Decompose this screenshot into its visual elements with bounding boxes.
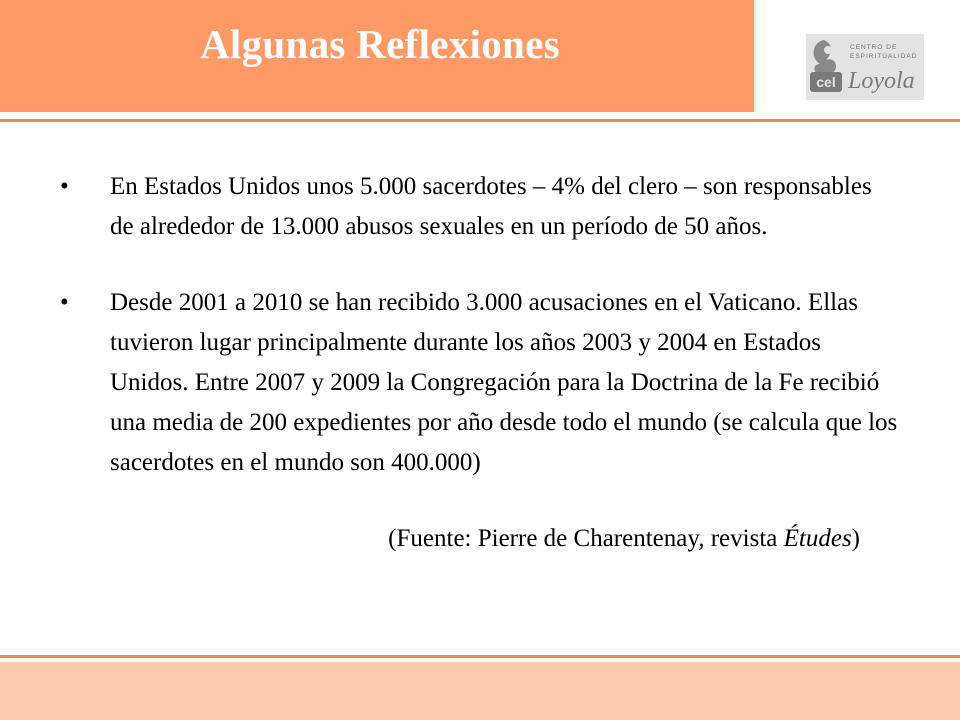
bullet-text: En Estados Unidos unos 5.000 sacerdotes – 4% del clero – son responsables de alrededor de 13.000 abusos sexuales en un período de 50 años. <box>110 173 872 240</box>
bullet-item-2 <box>60 283 900 483</box>
bullet-icon: • <box>60 289 69 316</box>
logo-line2-text: ESPIRITUALIDAD <box>850 53 918 60</box>
slide-title: Algunas Reflexiones <box>200 21 560 67</box>
source-suffix: ) <box>851 525 860 552</box>
cel-loyola-logo <box>806 34 924 100</box>
bullet-text: Desde 2001 a 2010 se han recibido 3.000 acusaciones en el Vaticano. Ellas tuvieron lugar principalmente durante los años 2003 y 2004 en Estados Unidos. Entre 2007 y 2009 la Congregación para la Doctrina de la Fe recibió una media de 200 expedientes por año desde todo el mundo (se calcula que los sacerdotes en el mundo son 400.000) <box>110 289 898 476</box>
source-prefix: (Fuente: Pierre de Charentenay, revista <box>388 525 784 552</box>
header-divider <box>0 119 960 122</box>
logo-emblem-icon <box>814 40 836 76</box>
logo-line1-text: CENTRO DE <box>850 44 898 51</box>
bullet-icon: • <box>60 173 69 200</box>
title-bar <box>0 0 754 112</box>
logo-loyola-text: Loyola <box>848 68 915 94</box>
title-bar-edge <box>754 0 756 112</box>
footer-band <box>0 662 960 720</box>
logo-cel-text: cel <box>816 74 836 90</box>
slide-body <box>60 167 900 559</box>
logo-graphic <box>806 34 924 100</box>
footer-divider <box>0 655 960 658</box>
logo-emblem-dot-icon <box>824 46 832 54</box>
source-citation <box>60 519 900 559</box>
bullet-item-1 <box>60 167 900 247</box>
source-publication: Études <box>783 525 852 552</box>
